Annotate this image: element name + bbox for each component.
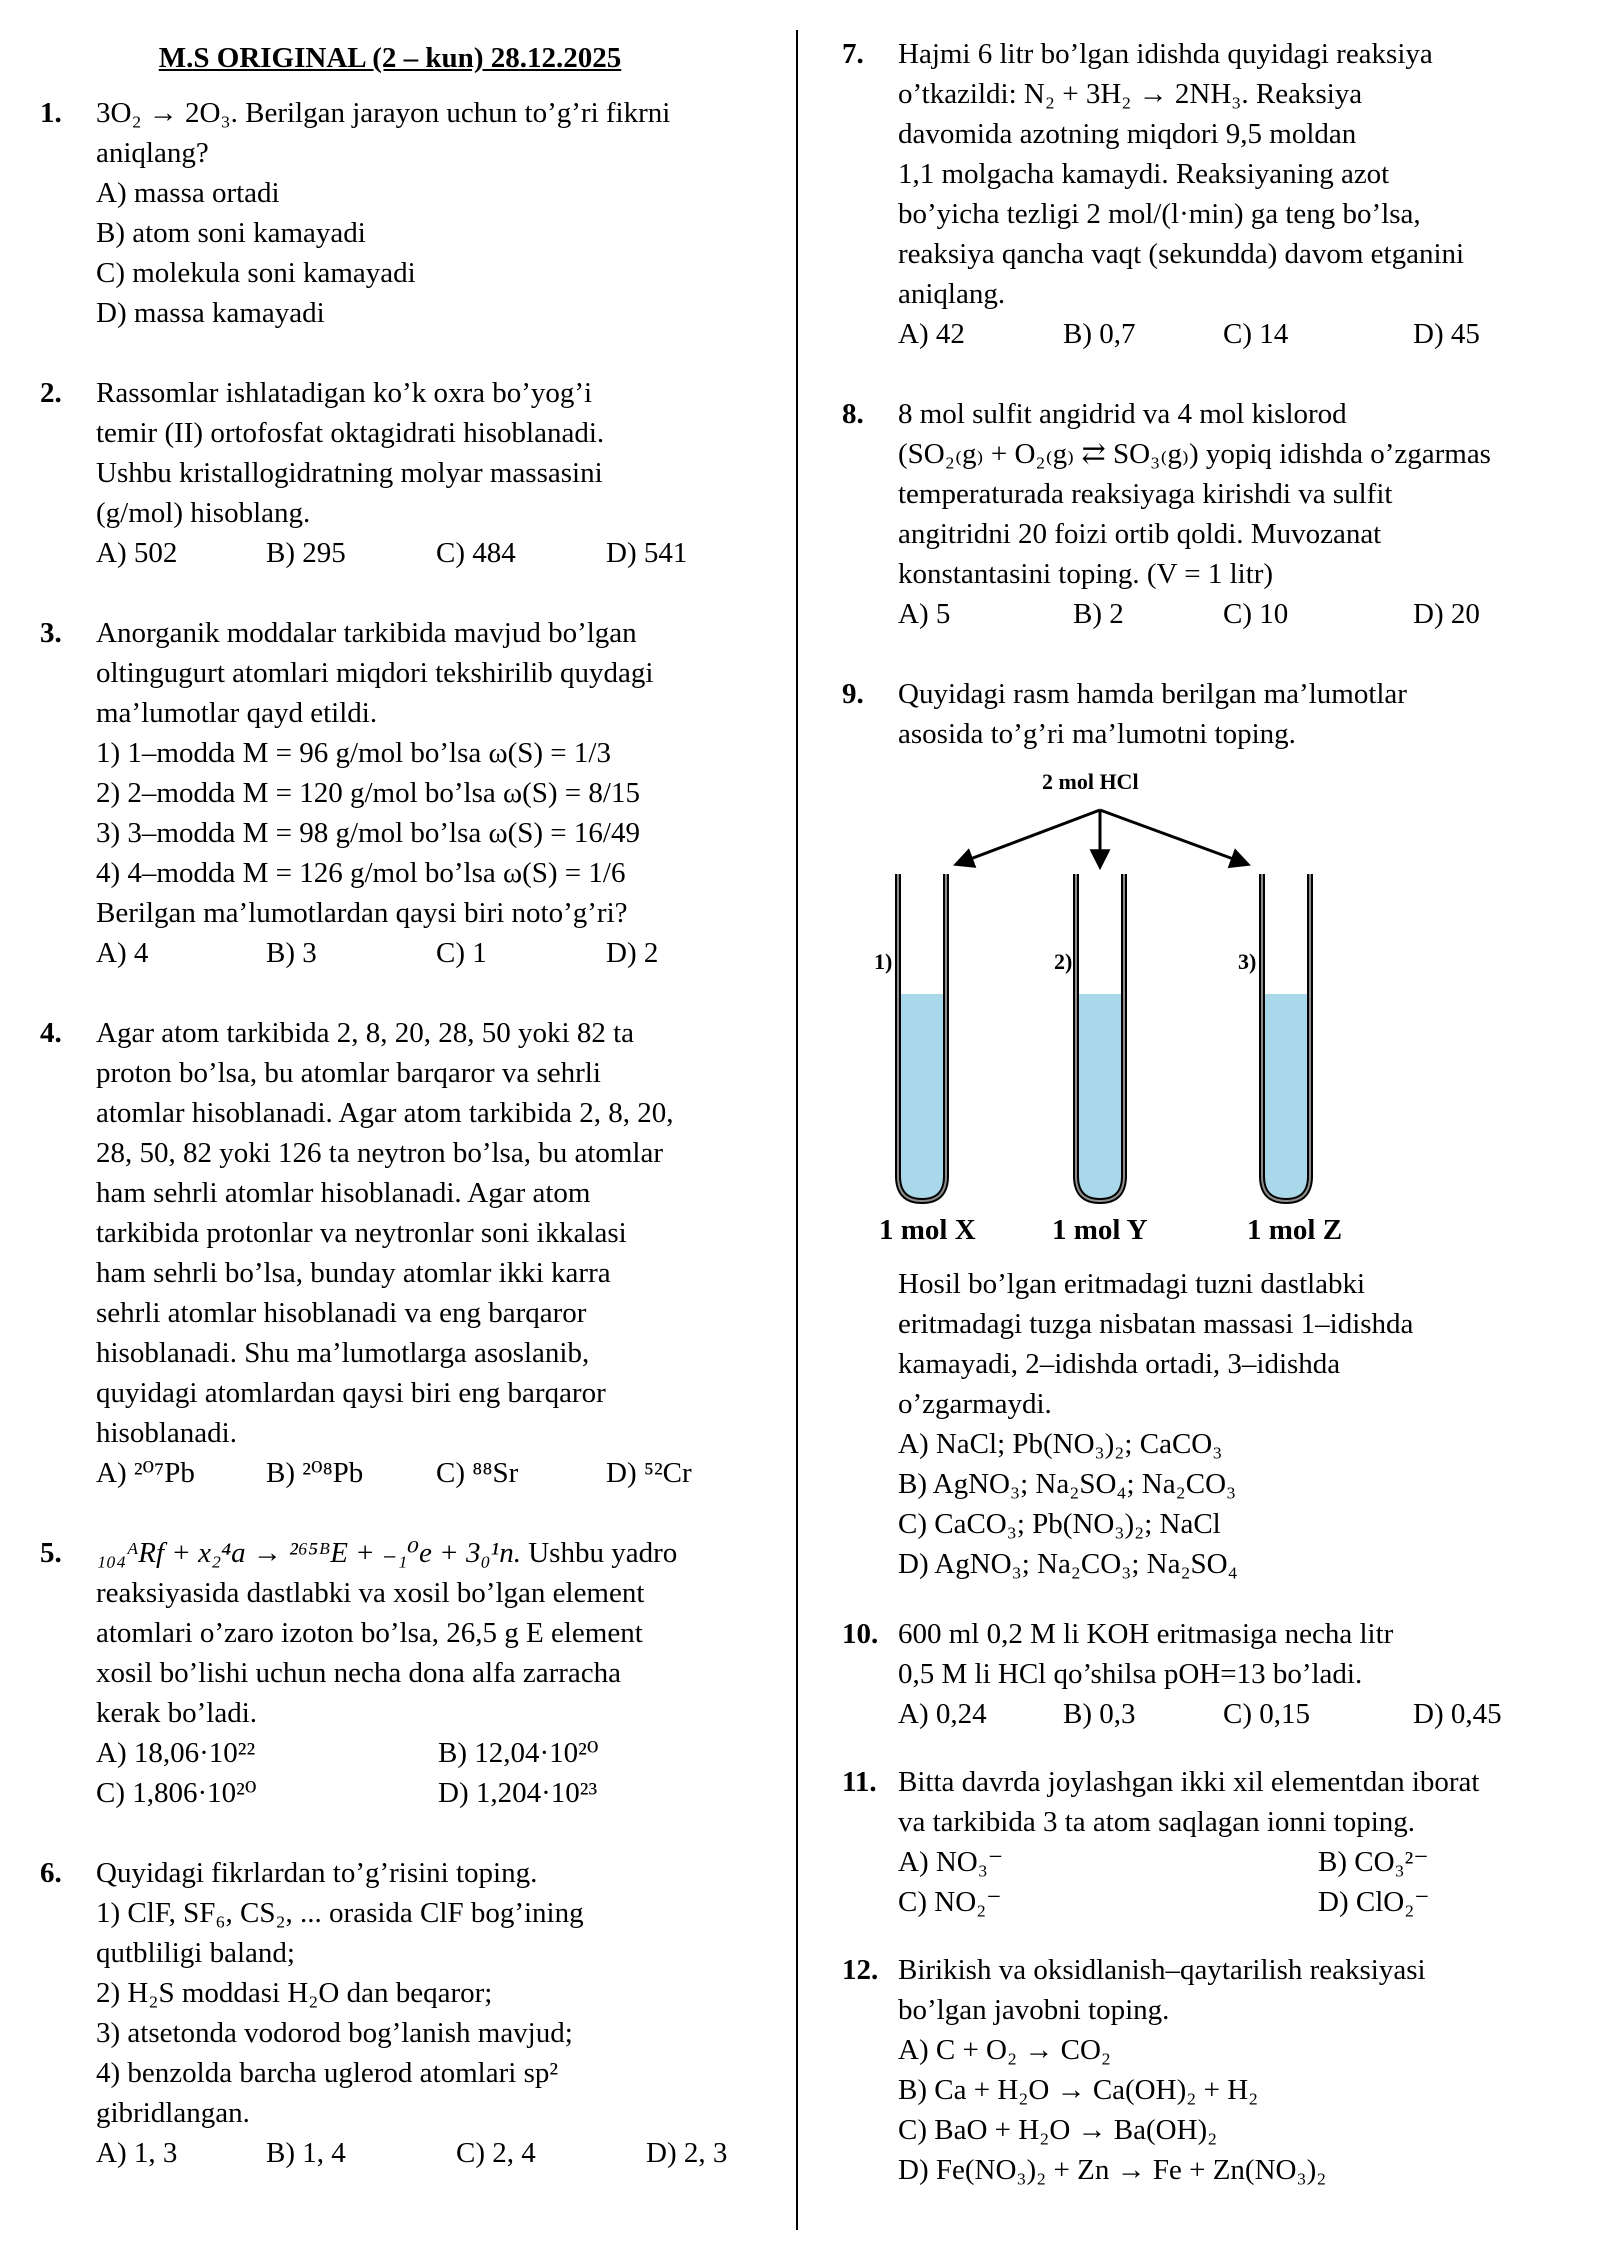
question-text: ham sehrli atomlar hisoblanadi. Agar atom bbox=[96, 1177, 591, 1209]
question-text: gibridlangan. bbox=[96, 2097, 250, 2129]
option-c[interactable]: C) 1 bbox=[436, 937, 487, 969]
question-text: reaksiya qancha vaqt (sekundda) davom etganini bbox=[898, 238, 1465, 270]
option-c[interactable]: C) 1,806·10²⁰ bbox=[96, 1777, 257, 1809]
option-c[interactable]: C) ⁸⁸Sr bbox=[436, 1457, 519, 1489]
option-d[interactable]: D) 2, 3 bbox=[646, 2137, 728, 2169]
option-d[interactable]: D) 1,204·10²³ bbox=[438, 1777, 598, 1809]
option-a[interactable]: A) 502 bbox=[96, 537, 178, 569]
left-column bbox=[40, 34, 780, 2213]
options-row bbox=[96, 1733, 780, 1773]
question-number: 5. bbox=[40, 1537, 62, 1569]
options-row bbox=[96, 533, 780, 573]
question-3 bbox=[40, 613, 780, 973]
option-a[interactable]: A) 1, 3 bbox=[96, 2137, 178, 2169]
question-text: kerak bo’ladi. bbox=[96, 1697, 258, 1729]
question-8 bbox=[842, 394, 1562, 634]
question-text: ma’lumotlar qayd etildi. bbox=[96, 697, 378, 729]
option-a[interactable]: A) 42 bbox=[898, 318, 965, 350]
question-text: 3) atsetonda vodorod bog’lanish mavjud; bbox=[96, 2017, 573, 2049]
tube-3-label: 3) bbox=[1238, 949, 1257, 974]
question-text: qutbliligi baland; bbox=[96, 1937, 295, 1969]
question-text: Ushbu kristallogidratning molyar massasini bbox=[96, 457, 603, 489]
question-text: eritmadagi tuzga nisbatan massasi 1–idishda bbox=[898, 1308, 1414, 1340]
nuclear-equation: ₁₀₄ᴬRf + x₂⁴a → ²⁶⁵ᴮE + ₋₁⁰e + 3₀¹n. bbox=[96, 1537, 521, 1569]
test-tube-3 bbox=[1262, 874, 1310, 1201]
question-text: temir (II) ortofosfat oktagidrati hisoblanadi. bbox=[96, 417, 605, 449]
question-text: 28, 50, 82 yoki 126 ta neytron bo’lsa, bu atomlar bbox=[96, 1137, 664, 1169]
question-text: sehrli atomlar hisoblanadi va eng barqaror bbox=[96, 1297, 587, 1329]
option-b[interactable]: B) 295 bbox=[266, 537, 346, 569]
question-text: Rassomlar ishlatadigan ko’k oxra bo’yog’i bbox=[96, 377, 593, 409]
arrow-to-tube-3 bbox=[1100, 810, 1247, 864]
question-number: 4. bbox=[40, 1017, 62, 1049]
question-number: 10. bbox=[842, 1618, 879, 1650]
option-d[interactable]: D) ⁵²Cr bbox=[606, 1457, 692, 1489]
question-text: oltingugurt atomlari miqdori tekshirilib quydagi bbox=[96, 657, 654, 689]
question-number: 6. bbox=[40, 1857, 62, 1889]
question-12 bbox=[842, 1950, 1562, 2190]
question-text: proton bo’lsa, bu atomlar barqaror va sehrli bbox=[96, 1057, 601, 1089]
question-text: 0,5 M li HCl qo’shilsa pOH=13 bo’ladi. bbox=[898, 1658, 1363, 1690]
question-number: 12. bbox=[842, 1954, 879, 1986]
test-tube-figure bbox=[842, 754, 1562, 1264]
question-10 bbox=[842, 1614, 1562, 1734]
question-text: va tarkibida 3 ta atom saqlagan ionni toping. bbox=[898, 1806, 1416, 1838]
option-d[interactable]: D) 0,45 bbox=[1413, 1698, 1502, 1730]
question-text: Quyidagi fikrlardan to’g’risini toping. bbox=[96, 1857, 538, 1889]
question-text: Bitta davrda joylashgan ikki xil elementdan iborat bbox=[898, 1766, 1480, 1798]
column-divider bbox=[796, 30, 798, 2230]
question-5 bbox=[40, 1533, 780, 1813]
question-text: 4) benzolda barcha uglerod atomlari sp² bbox=[96, 2057, 559, 2089]
options-row bbox=[96, 1453, 780, 1493]
question-text: 2) H₂S moddasi H₂O dan beqaror; bbox=[96, 1977, 493, 2009]
option-c[interactable]: C) 10 bbox=[1223, 598, 1289, 630]
question-text: Hajmi 6 litr bo’lgan idishda quyidagi reaksiya bbox=[898, 38, 1433, 70]
tube-3-content: 1 mol Z bbox=[1247, 1214, 1343, 1246]
question-text: Agar atom tarkibida 2, 8, 20, 28, 50 yoki 82 ta bbox=[96, 1017, 635, 1049]
option-d[interactable]: D) 2 bbox=[606, 937, 659, 969]
option-a[interactable]: A) NaCl; Pb(NO₃)₂; CaCO₃ bbox=[898, 1428, 1223, 1460]
option-d[interactable]: D) ClO₂⁻ bbox=[1318, 1886, 1430, 1918]
question-text: Anorganik moddalar tarkibida mavjud bo’lgan bbox=[96, 617, 637, 649]
question-text: atomlar hisoblanadi. Agar atom tarkibida 2, 8, 20, bbox=[96, 1097, 674, 1129]
question-2 bbox=[40, 373, 780, 573]
options-row bbox=[96, 933, 780, 973]
question-text: bo’yicha tezligi 2 mol/(l·min) ga teng bo’lsa, bbox=[898, 198, 1421, 230]
question-text: 3O₂ → 2O₃. Berilgan jarayon uchun to’g’ri fikrni bbox=[96, 97, 671, 129]
option-d[interactable]: D) massa kamayadi bbox=[96, 297, 325, 329]
question-7 bbox=[842, 34, 1562, 354]
options-row bbox=[898, 594, 1562, 634]
question-text: 1,1 molgacha kamaydi. Reaksiyaning azot bbox=[898, 158, 1390, 190]
question-text: 600 ml 0,2 M li KOH eritmasiga necha litr bbox=[898, 1618, 1394, 1650]
tube-2-content: 1 mol Y bbox=[1052, 1214, 1148, 1246]
question-text: bo’lgan javobni toping. bbox=[898, 1994, 1170, 2026]
question-text: Birikish va oksidlanish–qaytarilish reaksiyasi bbox=[898, 1954, 1426, 1986]
question-number: 7. bbox=[842, 38, 864, 70]
tube-2-label: 2) bbox=[1054, 949, 1073, 974]
question-text: angitridni 20 foizi ortib qoldi. Muvozanat bbox=[898, 518, 1382, 550]
option-a[interactable]: A) 4 bbox=[96, 937, 149, 969]
option-a[interactable]: A) NO₃⁻ bbox=[898, 1846, 1004, 1878]
question-text: 1) ClF, SF₆, CS₂, ... orasida ClF bog’ining bbox=[96, 1897, 584, 1929]
question-text: temperaturada reaksiyaga kirishdi va sulfit bbox=[898, 478, 1393, 510]
question-text: 3) 3–modda M = 98 g/mol bo’lsa ω(S) = 16/49 bbox=[96, 817, 640, 849]
tube-1-label: 1) bbox=[874, 949, 893, 974]
option-b[interactable]: B) 12,04·10²⁰ bbox=[438, 1737, 599, 1769]
question-text: o’tkazildi: N₂ + 3H₂ → 2NH₃. Reaksiya bbox=[898, 78, 1363, 110]
question-text: hisoblanadi. Shu ma’lumotlarga asoslanib, bbox=[96, 1337, 590, 1369]
question-text-line bbox=[96, 1533, 780, 1573]
question-6 bbox=[40, 1853, 780, 2173]
option-a[interactable]: A) ²⁰⁷Pb bbox=[96, 1457, 195, 1489]
options-row bbox=[898, 1842, 1562, 1882]
option-d[interactable]: D) 20 bbox=[1413, 598, 1480, 630]
question-number: 8. bbox=[842, 398, 864, 430]
option-b[interactable]: B) CO₃²⁻ bbox=[1318, 1846, 1429, 1878]
option-a[interactable]: A) C + O₂ → CO₂ bbox=[898, 2034, 1111, 2066]
question-text: hisoblanadi. bbox=[96, 1417, 237, 1449]
question-9 bbox=[842, 674, 1562, 1584]
option-b[interactable]: B) atom soni kamayadi bbox=[96, 217, 366, 249]
option-a[interactable]: A) 0,24 bbox=[898, 1698, 987, 1730]
question-text: o’zgarmaydi. bbox=[898, 1388, 1052, 1420]
question-text: asosida to’g’ri ma’lumotni toping. bbox=[898, 718, 1296, 750]
option-d[interactable]: D) 45 bbox=[1413, 318, 1480, 350]
question-number: 11. bbox=[842, 1766, 877, 1798]
question-number: 2. bbox=[40, 377, 62, 409]
question-text: Hosil bo’lgan eritmadagi tuzni dastlabki bbox=[898, 1268, 1366, 1300]
option-c[interactable]: C) 14 bbox=[1223, 318, 1289, 350]
question-text: (g/mol) hisoblang. bbox=[96, 497, 311, 529]
question-1 bbox=[40, 93, 780, 333]
question-text: davomida azotning miqdori 9,5 moldan bbox=[898, 118, 1357, 150]
question-number: 3. bbox=[40, 617, 62, 649]
question-4 bbox=[40, 1013, 780, 1493]
option-b[interactable]: B) ²⁰⁸Pb bbox=[266, 1457, 364, 1489]
question-text: atomlari o’zaro izoton bo’lsa, 26,5 g E element bbox=[96, 1617, 643, 1649]
option-b[interactable]: B) 1, 4 bbox=[266, 2137, 346, 2169]
options-row bbox=[898, 1694, 1562, 1734]
question-text: aniqlang. bbox=[898, 278, 1006, 310]
page-title: M.S ORIGINAL (2 – kun) 28.12.2025 bbox=[158, 42, 622, 74]
question-text: xosil bo’lishi uchun necha dona alfa zarracha bbox=[96, 1657, 622, 1689]
question-11 bbox=[842, 1762, 1562, 1922]
options-row bbox=[96, 2133, 780, 2173]
option-a[interactable]: A) 5 bbox=[898, 598, 951, 630]
question-text: quyidagi atomlardan qaysi biri eng barqaror bbox=[96, 1377, 606, 1409]
question-text: reaksiyasida dastlabki va xosil bo’lgan element bbox=[96, 1577, 645, 1609]
question-text: kamayadi, 2–idishda ortadi, 3–idishda bbox=[898, 1348, 1341, 1380]
option-c[interactable]: C) 484 bbox=[436, 537, 516, 569]
question-text: konstantasini toping. (V = 1 litr) bbox=[898, 558, 1274, 590]
option-a[interactable]: A) 18,06·10²² bbox=[96, 1737, 256, 1769]
option-c[interactable]: C) NO₂⁻ bbox=[898, 1886, 1002, 1918]
question-text: Ushbu yadro bbox=[528, 1537, 678, 1569]
question-text: Berilgan ma’lumotlardan qaysi biri noto’g’ri? bbox=[96, 897, 628, 929]
option-a[interactable]: A) massa ortadi bbox=[96, 177, 280, 209]
option-b[interactable]: B) AgNO₃; Na₂SO₄; Na₂CO₃ bbox=[898, 1468, 1237, 1500]
question-text: ham sehrli bo’lsa, bunday atomlar ikki karra bbox=[96, 1257, 611, 1289]
question-text: 4) 4–modda M = 126 g/mol bo’lsa ω(S) = 1/6 bbox=[96, 857, 626, 889]
hcl-label: 2 mol HCl bbox=[1042, 769, 1139, 794]
option-c[interactable]: C) 0,15 bbox=[1223, 1698, 1310, 1730]
option-b[interactable]: B) 2 bbox=[1073, 598, 1124, 630]
right-column bbox=[842, 34, 1562, 2230]
question-text: Quyidagi rasm hamda berilgan ma’lumotlar bbox=[898, 678, 1407, 710]
question-text: (SO₂₍g₎ + O₂₍g₎ ⇄ SO₃₍g₎) yopiq idishda o’zgarmas bbox=[898, 438, 1491, 470]
option-b[interactable]: B) Ca + H₂O → Ca(OH)₂ + H₂ bbox=[898, 2074, 1259, 2106]
option-c[interactable]: C) CaCO₃; Pb(NO₃)₂; NaCl bbox=[898, 1508, 1221, 1540]
option-c[interactable]: C) BaO + H₂O → Ba(OH)₂ bbox=[898, 2114, 1218, 2146]
option-d[interactable]: D) 541 bbox=[606, 537, 688, 569]
question-text: tarkibida protonlar va neytronlar soni ikkalasi bbox=[96, 1217, 627, 1249]
option-b[interactable]: B) 3 bbox=[266, 937, 317, 969]
options-row bbox=[898, 1882, 1562, 1922]
options-row bbox=[898, 314, 1562, 354]
tube-1-content: 1 mol X bbox=[879, 1214, 976, 1246]
question-number: 1. bbox=[40, 97, 62, 129]
option-b[interactable]: B) 0,7 bbox=[1063, 318, 1136, 350]
test-tube-diagram bbox=[842, 754, 1562, 1254]
option-b[interactable]: B) 0,3 bbox=[1063, 1698, 1136, 1730]
option-d[interactable]: D) Fe(NO₃)₂ + Zn → Fe + Zn(NO₃)₂ bbox=[898, 2154, 1327, 2186]
arrow-to-tube-1 bbox=[957, 810, 1100, 864]
option-d[interactable]: D) AgNO₃; Na₂CO₃; Na₂SO₄ bbox=[898, 1548, 1238, 1580]
options-row bbox=[96, 1773, 780, 1813]
question-number: 9. bbox=[842, 678, 864, 710]
option-c[interactable]: C) 2, 4 bbox=[456, 2137, 536, 2169]
question-text: 8 mol sulfit angidrid va 4 mol kislorod bbox=[898, 398, 1347, 430]
question-text: 1) 1–modda M = 96 g/mol bo’lsa ω(S) = 1/3 bbox=[96, 737, 611, 769]
question-text: aniqlang? bbox=[96, 137, 209, 169]
test-tube-1 bbox=[898, 874, 946, 1201]
option-c[interactable]: C) molekula soni kamayadi bbox=[96, 257, 416, 289]
question-text: 2) 2–modda M = 120 g/mol bo’lsa ω(S) = 8/15 bbox=[96, 777, 640, 809]
test-tube-2 bbox=[1076, 874, 1124, 1201]
